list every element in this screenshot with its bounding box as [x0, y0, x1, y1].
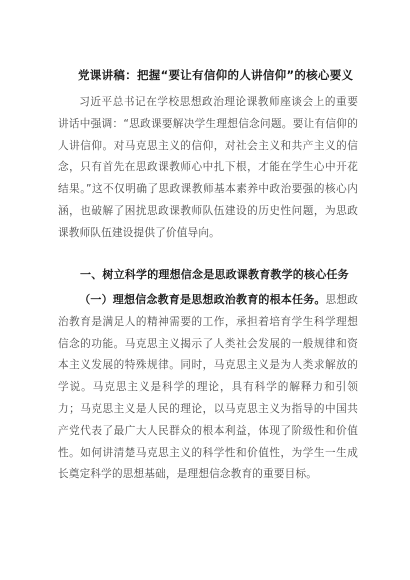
body-paragraph-2 — [58, 289, 358, 486]
document-title: 党课讲稿：把握“要让有信仰的人讲信仰”的核心要义 — [78, 68, 354, 82]
body-paragraph-2-text: 思想政治教育是满足人的精神需要的工作，承担着培育学生科学理想信念的功能。马克思主义揭示了人类社会发展的一般规律和资本主义发展的特殊规律。同时，马克思主义是为人类求解放的学说。马克思主义是科学的理论，具有科学的解释力和引领力；马克思主义是人民的理论，以马克思主义为指导的中国共产党代表了最广大人民群众的根本利益，体现了阶级性和价值性。如何讲清楚马克思主义的科学性和价值性，为学生一生成长奠定科学的思想基础，是理想信念教育的重要目标。 — [58, 294, 358, 481]
body-paragraph-1: 习近平总书记在学校思想政治理论课教师座谈会上的重要讲话中强调：“思政课要解决学生理想信念问题。要让有信仰的人讲信仰。对马克思主义的信仰，对社会主义和共产主义的信念，只有首先在思政课教师心中扎下根，才能在学生心中开花结果。”这不仅明确了思政课教师基本素养中政治要强的核心内涵，也破解了困扰思政课教师队伍建设的历史性问题，为思政课教师队伍建设提供了价值导向。 — [58, 96, 358, 239]
section-heading-1: 一、树立科学的理想信念是思政课教育教学的核心任务 — [80, 268, 349, 281]
subsection-heading-1: （一）理想信念教育是思想政治教育的根本任务。 — [79, 293, 326, 306]
